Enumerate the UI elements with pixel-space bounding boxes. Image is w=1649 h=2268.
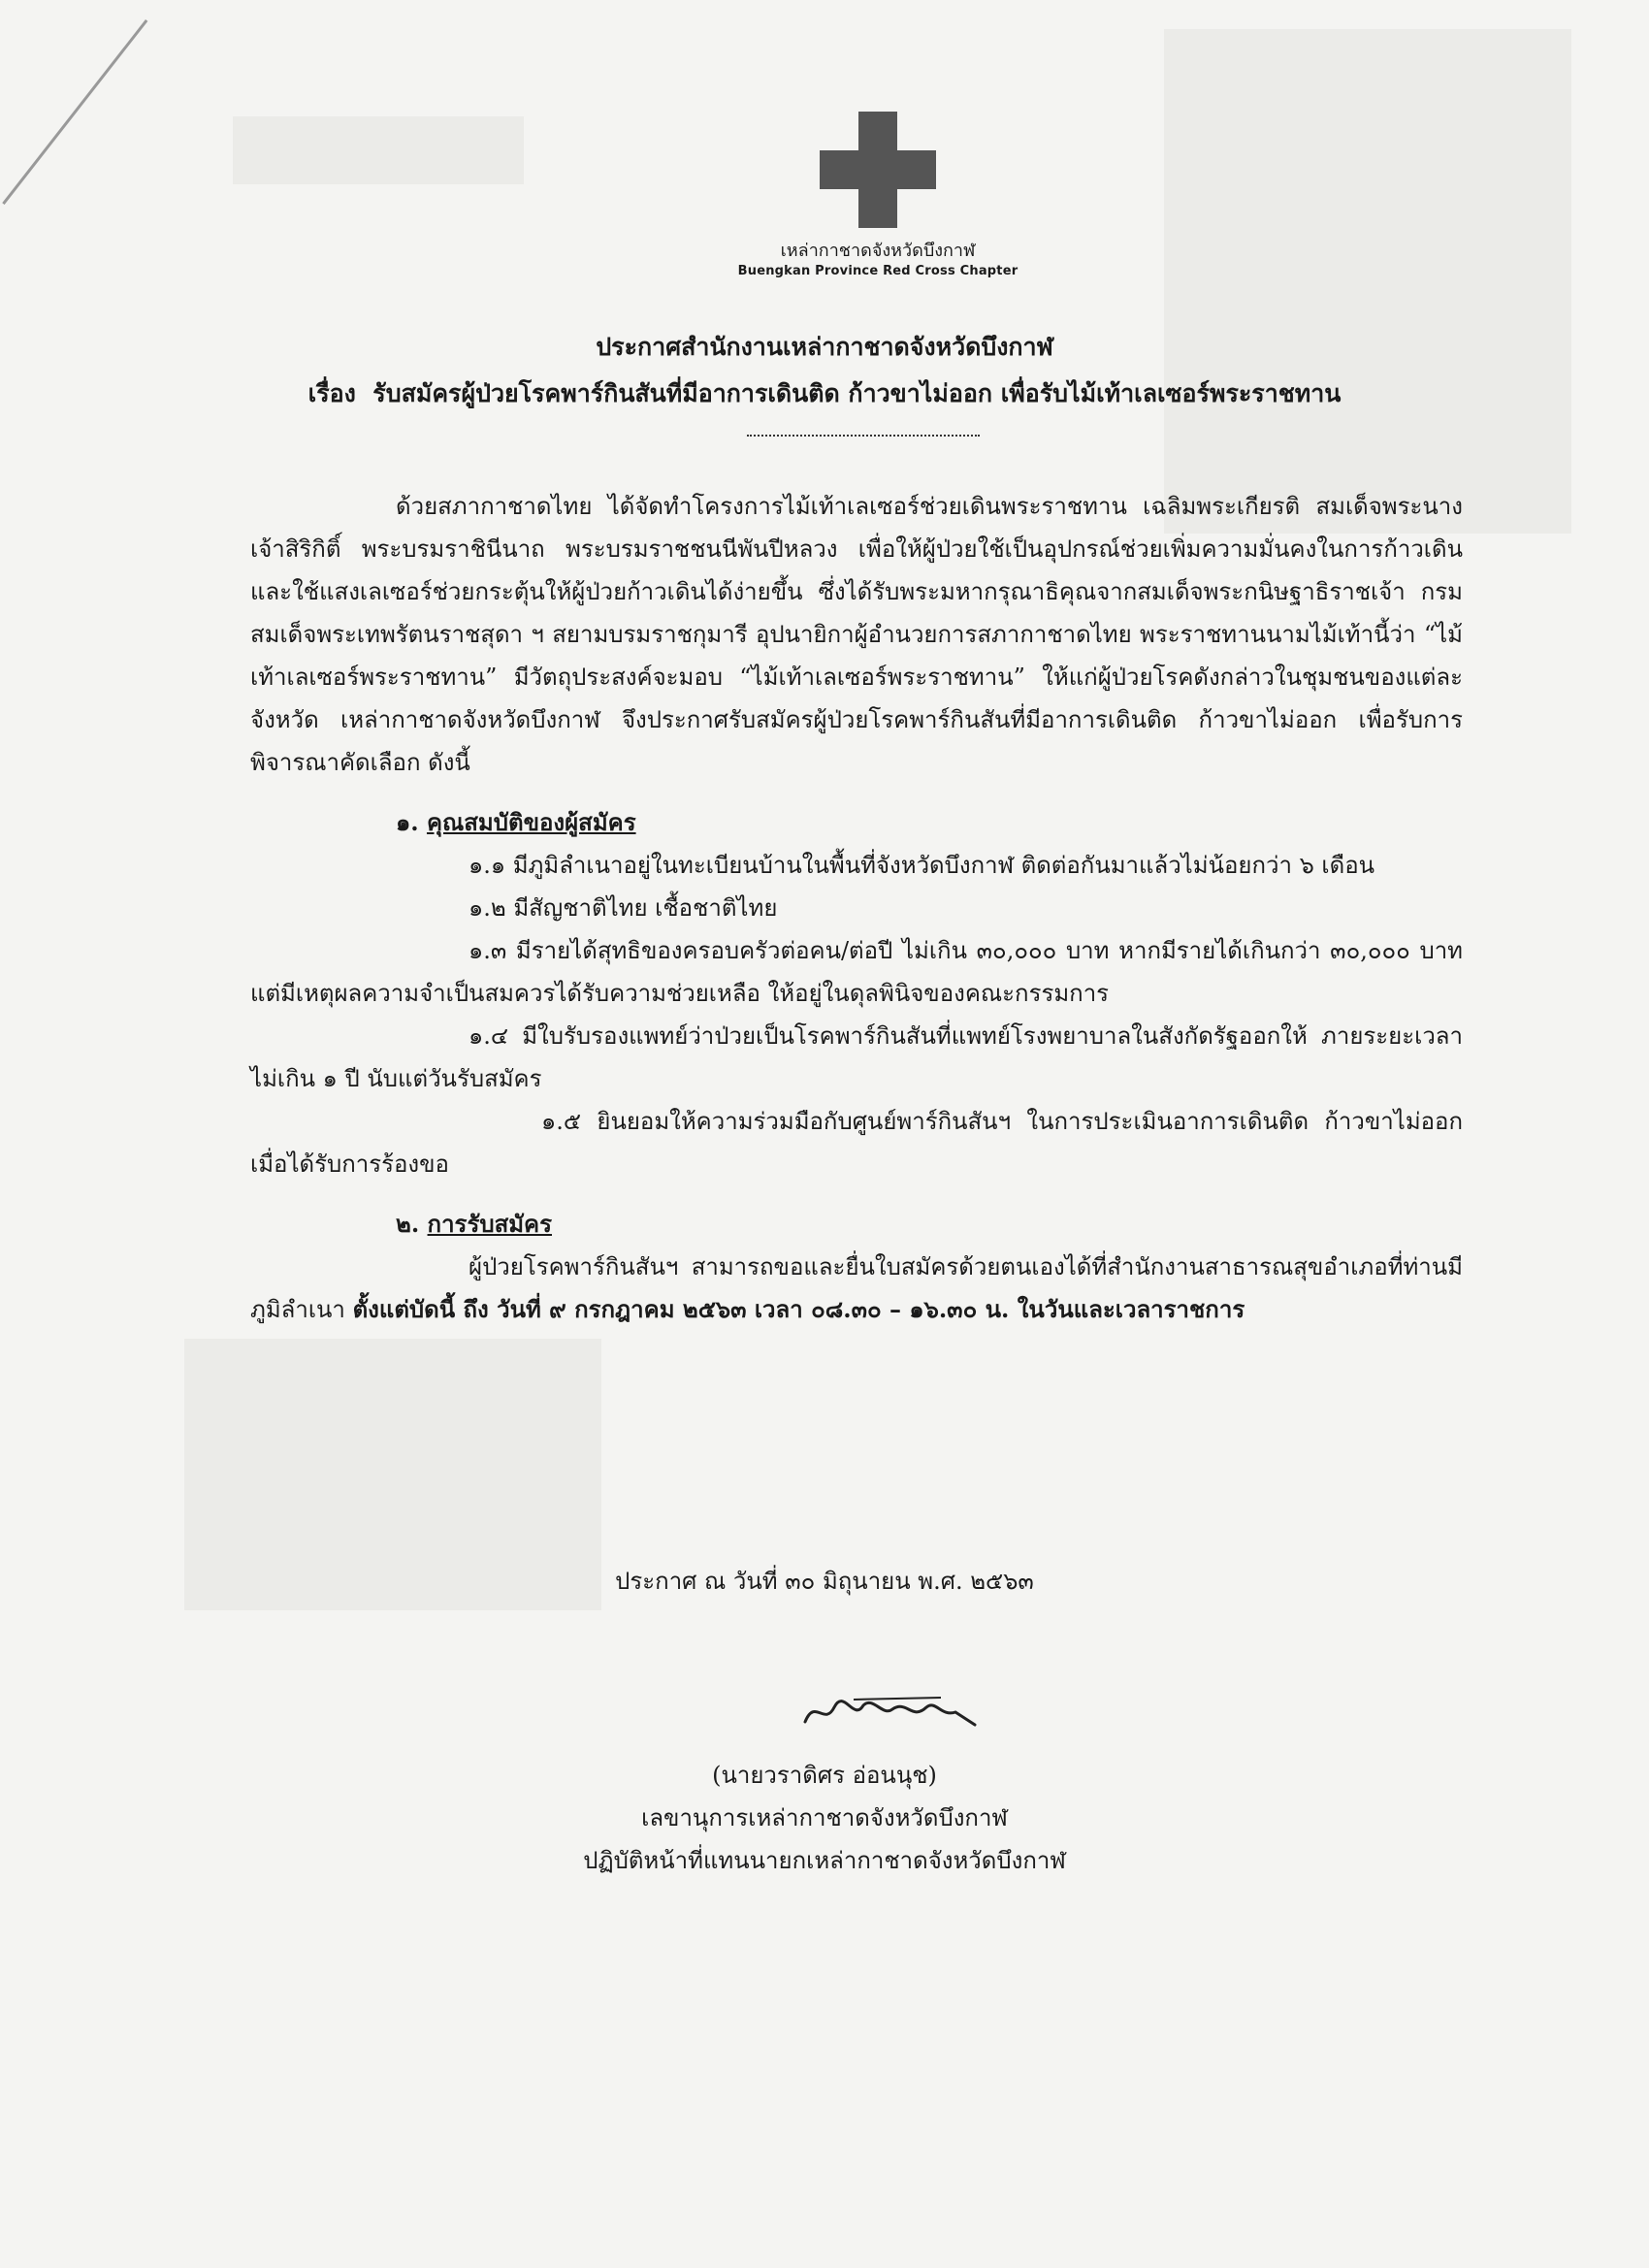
- application-period: ตั้งแต่บัดนี้ ถึง วันที่ ๙ กรกฎาคม ๒๕๖๓ เวลา ๐๘.๓๐ – ๑๖.๓๐ น. ในวันและเวลาราชการ: [352, 1295, 1245, 1323]
- signer-name: (นายวราดิศร อ่อนนุช): [712, 1762, 937, 1789]
- qualification-item: ๑.๒ มีสัญชาติไทย เชื้อชาติไทย: [469, 894, 778, 922]
- qualification-item: ๑.๑ มีภูมิลำเนาอยู่ในทะเบียนบ้านในพื้นที่จังหวัดบึงกาฬ ติดต่อกันมาแล้วไม่น้อยกว่า ๖ เดือน: [469, 852, 1375, 879]
- section1-number: ๑.: [396, 808, 419, 836]
- subject-text: รับสมัครผู้ป่วยโรคพาร์กินสันที่มีอาการเดินติด ก้าวขาไม่ออก เพื่อรับไม้เท้าเลเซอร์พระราชทาน: [372, 379, 1342, 407]
- page-fold-mark: [2, 19, 147, 205]
- bleed-through-box: [1164, 29, 1571, 534]
- qualification-item: ๑.๕ ยินยอมให้ความร่วมมือกับศูนย์พาร์กินสันฯ ในการประเมินอาการเดินติด ก้าวขาไม่ออก เมื่อได้รับการร้องขอ: [250, 1108, 1463, 1178]
- bleed-through-stamp: [233, 116, 524, 184]
- application-paragraph: [250, 1246, 1463, 1331]
- section1-heading: [250, 801, 1463, 844]
- red-cross-icon: [820, 112, 936, 228]
- subject-label: เรื่อง: [307, 379, 356, 407]
- announcement-subject-line: [0, 374, 1649, 413]
- signer-position: เลขานุการเหล่ากาชาดจังหวัดบึงกาฬ: [641, 1804, 1008, 1831]
- logo-name-en: Buengkan Province Red Cross Chapter: [737, 264, 1018, 278]
- handwritten-signature: [795, 1688, 989, 1736]
- intro-paragraph: ด้วยสภากาชาดไทย ได้จัดทำโครงการไม้เท้าเลเซอร์ช่วยเดินพระราชทาน เฉลิมพระเกียรติ สมเด็จพระนางเจ้าสิริกิติ์ พระบรมราชินีนาถ พระบรมราชชนนีพันปีหลวง เพื่อให้ผู้ป่วยใช้เป็นอุปกรณ์ช่วยเพิ่มความมั่นคงในการก้าวเดิน และใช้แสงเลเซอร์ช่วยกระตุ้นให้ผู้ป่วยก้าวเดินได้ง่ายขึ้น ซึ่งได้รับพระมหากรุณาธิคุณจากสมเด็จพระกนิษฐาธิราชเจ้า กรมสมเด็จพระเทพรัตนราชสุดา ฯ สยามบรมราชกุมารี อุปนายิกาผู้อำนวยการสภากาชาดไทย พระราชทานนามไม้เท้านี้ว่า “ไม้เท้าเลเซอร์พระราชทาน” มีวัตถุประสงค์จะมอบ “ไม้เท้าเลเซอร์พระราชทาน” ให้แก่ผู้ป่วยโรคดังกล่าวในชุมชนของแต่ละจังหวัด เหล่ากาชาดจังหวัดบึงกาฬ จึงประกาศรับสมัครผู้ป่วยโรคพาร์กินสันที่มีอาการเดินติด ก้าวขาไม่ออก เพื่อรับการพิจารณาคัดเลือก ดังนี้: [250, 493, 1463, 776]
- signer-position-acting: ปฏิบัติหน้าที่แทนนายกเหล่ากาชาดจังหวัดบึงกาฬ: [583, 1847, 1066, 1874]
- application-text: ผู้ป่วยโรคพาร์กินสันฯ สามารถขอและยื่นใบสมัครด้วยตนเองได้ที่สำนักงานสาธารณสุขอำเภอที่ท่านมีภูมิลำเนา: [250, 1253, 1463, 1323]
- announcement-title: ประกาศสำนักงานเหล่ากาชาดจังหวัดบึงกาฬ: [596, 333, 1053, 361]
- dotted-separator: [747, 435, 980, 437]
- section2-number: ๒.: [396, 1210, 420, 1238]
- qualification-item: ๑.๔ มีใบรับรองแพทย์ว่าป่วยเป็นโรคพาร์กินสันที่แพทย์โรงพยาบาลในสังกัดรัฐออกให้ ภายระยะเวลาไม่เกิน ๑ ปี นับแต่วันรับสมัคร: [250, 1022, 1463, 1092]
- section1-title: คุณสมบัติของผู้สมัคร: [426, 808, 636, 836]
- logo-name-th: เหล่ากาชาดจังหวัดบึงกาฬ: [780, 241, 976, 261]
- section2-title: การรับสมัคร: [427, 1210, 552, 1238]
- announcement-body: [250, 485, 1463, 1331]
- qualification-item: ๑.๓ มีรายได้สุทธิของครอบครัวต่อคน/ต่อปี ไม่เกิน ๓๐,๐๐๐ บาท หากมีรายได้เกินกว่า ๓๐,๐๐๐ บาท แต่มีเหตุผลความจำเป็นสมควรได้รับความช่วยเหลือ ให้อยู่ในดุลพินิจของคณะกรรมการ: [250, 937, 1463, 1007]
- section2-heading: [250, 1203, 1463, 1246]
- red-cross-logo: [732, 112, 1023, 278]
- announce-date: ประกาศ ณ วันที่ ๓๐ มิถุนายน พ.ศ. ๒๕๖๓: [615, 1568, 1034, 1595]
